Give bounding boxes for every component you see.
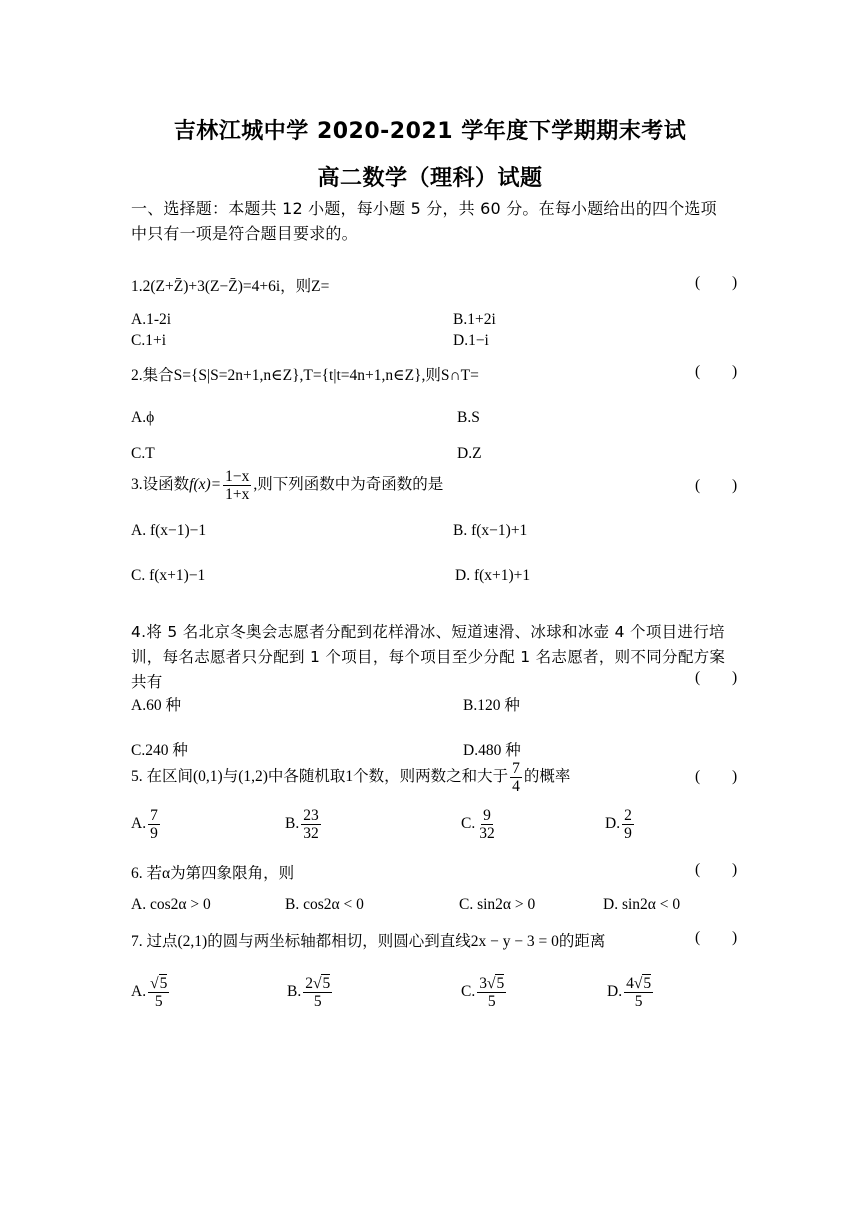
q7-option-d-label: D. bbox=[607, 983, 623, 1001]
answer-paren-3: ( ) bbox=[695, 477, 752, 494]
question-3-stem bbox=[131, 468, 443, 503]
q7-option-a-label: A. bbox=[131, 983, 147, 1001]
q5-option-d-denominator: 9 bbox=[624, 825, 632, 842]
q5-stem-suffix: 的概率 bbox=[523, 768, 571, 786]
q3-function: f(x)= bbox=[189, 476, 222, 494]
answer-paren-6: ( ) bbox=[695, 861, 752, 878]
q7-option-a bbox=[131, 975, 171, 1010]
q7-option-b bbox=[287, 975, 334, 1010]
q7-option-a-denominator: 5 bbox=[154, 993, 163, 1010]
q5-option-a-denominator: 9 bbox=[150, 825, 158, 842]
question-7-stem: 7. 过点(2,1)的圆与两坐标轴都相切，则圆心到直线2x − y − 3 = 0的距离 bbox=[131, 933, 606, 950]
q2-option-d: D.Z bbox=[457, 445, 482, 462]
q5-option-c-denominator: 32 bbox=[479, 825, 495, 842]
q7-option-d-radicand: 5 bbox=[643, 975, 652, 992]
q5-option-c-label: C. bbox=[461, 815, 476, 833]
answer-paren-2: ( ) bbox=[695, 363, 752, 380]
q7-option-c-fraction bbox=[477, 975, 506, 1010]
question-5-stem bbox=[131, 760, 570, 795]
answer-paren-7: ( ) bbox=[695, 929, 752, 946]
q5-option-a-fraction bbox=[148, 807, 160, 842]
q7-option-a-numerator: √5 bbox=[150, 975, 168, 992]
q6-option-a: A. cos2α > 0 bbox=[131, 896, 211, 913]
q5-option-b-fraction bbox=[301, 807, 321, 842]
q1-option-a: A.1-2i bbox=[131, 311, 172, 328]
answer-paren-4: ( ) bbox=[695, 669, 752, 686]
q3-numerator: 1−x bbox=[225, 468, 250, 485]
q2-option-c: C.T bbox=[131, 445, 155, 462]
q7-option-a-fraction bbox=[148, 975, 169, 1010]
q5-denominator: 4 bbox=[512, 778, 520, 795]
q5-option-b-numerator: 23 bbox=[303, 807, 319, 824]
q4-option-c: C.240 种 bbox=[131, 742, 188, 759]
q5-option-b-denominator: 32 bbox=[303, 825, 319, 842]
q7-option-b-label: B. bbox=[287, 983, 302, 1001]
q1-option-b: B.1+2i bbox=[453, 311, 496, 328]
q3-option-b: B. f(x−1)+1 bbox=[453, 522, 528, 539]
q1-option-c: C.1+i bbox=[131, 332, 167, 349]
q7-option-c-numerator: 3√5 bbox=[479, 975, 505, 992]
question-6-stem: 6. 若α为第四象限角，则 bbox=[131, 865, 295, 882]
q7-option-c-coef: 3 bbox=[479, 975, 487, 992]
question-4-stem: 4.将 5 名北京冬奥会志愿者分配到花样滑冰、短道速滑、冰球和冰壶 4 个项目进行培训，每名志愿者只分配到 1 个项目，每个项目至少分配 1 名志愿者，则不同分配方案共有 bbox=[131, 623, 726, 691]
q7-option-d-coef: 4 bbox=[626, 975, 634, 992]
q3-option-c: C. f(x+1)−1 bbox=[131, 567, 206, 584]
q2-option-b: B.S bbox=[457, 409, 480, 426]
q5-option-c-fraction bbox=[477, 807, 497, 842]
q5-option-d-fraction bbox=[622, 807, 634, 842]
q5-option-c-numerator: 9 bbox=[483, 807, 491, 824]
exam-title: 吉林江城中学 2020-2021 学年度下学期期末考试 bbox=[173, 119, 687, 144]
q5-numerator: 7 bbox=[512, 760, 520, 777]
q5-option-b-label: B. bbox=[285, 815, 300, 833]
q2-option-a: A.ϕ bbox=[131, 409, 155, 426]
q3-denominator: 1+x bbox=[225, 486, 250, 503]
q7-option-d-fraction bbox=[624, 975, 653, 1010]
q7-option-c-radicand: 5 bbox=[496, 975, 505, 992]
q6-option-b: B. cos2α < 0 bbox=[285, 896, 364, 913]
q3-option-d: D. f(x+1)+1 bbox=[455, 567, 531, 584]
q7-option-b-numerator: 2√5 bbox=[305, 975, 331, 992]
q3-option-a: A. f(x−1)−1 bbox=[131, 522, 207, 539]
q7-option-d-denominator: 5 bbox=[634, 993, 643, 1010]
q7-option-b-fraction bbox=[303, 975, 332, 1010]
q3-fraction bbox=[223, 468, 251, 503]
q5-option-c bbox=[461, 807, 499, 842]
exam-subtitle: 高二数学（理科）试题 bbox=[317, 166, 543, 191]
answer-paren-5: ( ) bbox=[695, 768, 752, 785]
q6-option-d: D. sin2α < 0 bbox=[603, 896, 681, 913]
q7-option-a-radicand: 5 bbox=[159, 975, 168, 992]
q1-option-d: D.1−i bbox=[453, 332, 489, 349]
q4-option-a: A.60 种 bbox=[131, 697, 181, 714]
question-2-stem: 2.集合S={S|S=2n+1,n∈Z},T={t|t=4n+1,n∈Z},则S∩T= bbox=[131, 367, 479, 384]
q3-stem-prefix: 3.设函数 bbox=[131, 476, 190, 494]
q3-stem-suffix: ,则下列函数中为奇函数的是 bbox=[253, 476, 444, 494]
q7-option-d-numerator: 4√5 bbox=[626, 975, 652, 992]
q7-option-b-denominator: 5 bbox=[313, 993, 322, 1010]
q5-option-a bbox=[131, 807, 162, 842]
q5-option-a-label: A. bbox=[131, 815, 147, 833]
q5-stem-prefix: 5. 在区间(0,1)与(1,2)中各随机取1个数，则两数之和大于 bbox=[131, 768, 509, 786]
q5-option-d-numerator: 2 bbox=[624, 807, 632, 824]
q7-option-b-coef: 2 bbox=[305, 975, 313, 992]
q4-option-b: B.120 种 bbox=[463, 697, 520, 714]
q7-option-c bbox=[461, 975, 508, 1010]
q5-fraction bbox=[510, 760, 522, 795]
q7-option-d bbox=[607, 975, 655, 1010]
q4-option-d: D.480 种 bbox=[463, 742, 521, 759]
section-heading: 一、选择题：本题共 12 小题，每小题 5 分，共 60 分。在每小题给出的四个选项中只有一项是符合题目要求的。 bbox=[131, 199, 717, 243]
q6-option-c: C. sin2α > 0 bbox=[459, 896, 536, 913]
q7-option-c-denominator: 5 bbox=[487, 993, 496, 1010]
q5-option-d bbox=[605, 807, 636, 842]
answer-paren-1: ( ) bbox=[695, 274, 752, 291]
q5-option-d-label: D. bbox=[605, 815, 621, 833]
q5-option-a-numerator: 7 bbox=[150, 807, 158, 824]
q7-option-c-label: C. bbox=[461, 983, 476, 1001]
q5-option-b bbox=[285, 807, 323, 842]
q7-option-b-radicand: 5 bbox=[322, 975, 331, 992]
question-1-stem: 1.2(Z+Z̄)+3(Z−Z̄)=4+6i，则Z= bbox=[131, 278, 330, 295]
